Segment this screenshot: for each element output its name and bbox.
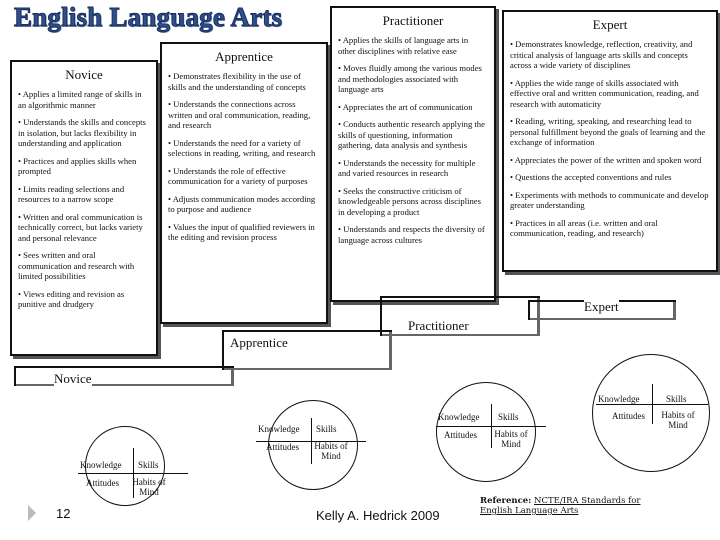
- apprentice-attitudes-label: Attitudes: [266, 442, 299, 452]
- apprentice-item: • Demonstrates flexibility in the use of skills and the understanding of concepts: [168, 71, 320, 92]
- stair-label-expert: Expert: [584, 299, 619, 314]
- novice-skills-label: Skills: [138, 460, 159, 470]
- slide-number: 12: [56, 506, 71, 521]
- novice-habits-label: Habits of Mind: [132, 477, 166, 497]
- apprentice-box: [160, 42, 328, 324]
- page-title: English Language Arts: [14, 2, 283, 32]
- expert-item: • Appreciates the power of the written and spoken word: [510, 155, 710, 166]
- reference-text: NCTE/IRA Standards for English Language Arts: [480, 496, 641, 516]
- practitioner-heading: Practitioner: [382, 13, 444, 28]
- expert-knowledge-label: Knowledge: [598, 394, 640, 404]
- expert-skills-label: Skills: [666, 394, 687, 404]
- novice-item: • Written and oral communication is technically correct, but lacks variety and personal relevance: [18, 212, 150, 244]
- novice-list: [18, 89, 150, 310]
- stair-step-novice: [14, 366, 234, 386]
- apprentice-item: • Understands the need for a variety of selections in reading, writing, and research: [168, 138, 320, 159]
- practitioner-item: • Appreciates the art of communication: [338, 102, 488, 113]
- novice-item: • Views editing and revision as punitive and drudgery: [18, 289, 150, 310]
- novice-attitudes-label: Attitudes: [86, 478, 119, 488]
- practitioner-attitudes-label: Attitudes: [444, 430, 477, 440]
- quadrant-practitioner: [436, 404, 546, 448]
- expert-item: • Reading, writing, speaking, and researching lead to personal fulfillment beyond the goals of learning and the exchange of information: [510, 116, 710, 148]
- novice-knowledge-label: Knowledge: [80, 460, 122, 470]
- apprentice-item: • Understands the role of effective communication for a variety of purposes: [168, 166, 320, 187]
- novice-item: • Applies a limited range of skills in an algorithmic manner: [18, 89, 150, 110]
- expert-item: • Demonstrates knowledge, reflection, creativity, and critical analysis of language arts skills and concepts across a wide variety of disciplines: [510, 39, 710, 71]
- apprentice-list: [168, 71, 320, 243]
- practitioner-item: • Moves fluidly among the various modes and methodologies associated with language arts: [338, 63, 488, 95]
- apprentice-item: • Values the input of qualified reviewers in the editing and revision process: [168, 222, 320, 243]
- slide-number-marker: [28, 505, 36, 521]
- apprentice-skills-label: Skills: [316, 424, 337, 434]
- expert-box: [502, 10, 718, 272]
- expert-item: • Practices in all areas (i.e. written and oral communication, reading, and research): [510, 218, 710, 239]
- practitioner-list: [338, 35, 488, 245]
- practitioner-item: • Understands and respects the diversity of language across cultures: [338, 224, 488, 245]
- stair-label-practitioner: Practitioner: [408, 318, 469, 333]
- author-credit: Kelly A. Hedrick 2009: [316, 508, 440, 523]
- apprentice-knowledge-label: Knowledge: [258, 424, 300, 434]
- stair-label-apprentice: Apprentice: [230, 335, 288, 350]
- expert-item: • Questions the accepted conventions and rules: [510, 172, 710, 183]
- stair-label-novice: Novice: [54, 371, 92, 386]
- expert-item: • Applies the wide range of skills associated with effective oral and written communication, reading, and research with automaticity: [510, 78, 710, 110]
- practitioner-item: • Understands the necessity for multiple and varied resources in research: [338, 158, 488, 179]
- practitioner-item: • Applies the skills of language arts in other disciplines with relative ease: [338, 35, 488, 56]
- expert-heading: Expert: [592, 17, 628, 32]
- novice-heading: Novice: [65, 67, 103, 82]
- novice-item: • Understands the skills and concepts in isolation, but lacks flexibility in understanding and application: [18, 117, 150, 149]
- apprentice-heading: Apprentice: [215, 49, 273, 64]
- novice-item: • Practices and applies skills when prompted: [18, 156, 150, 177]
- apprentice-item: • Adjusts communication modes according to purpose and audience: [168, 194, 320, 215]
- practitioner-habits-label: Habits of Mind: [494, 429, 528, 449]
- expert-attitudes-label: Attitudes: [612, 411, 645, 421]
- novice-item: • Sees written and oral communication and research with limited possibilities: [18, 250, 150, 282]
- expert-item: • Experiments with methods to communicate and develop greater understanding: [510, 190, 710, 211]
- apprentice-item: • Understands the connections across written and oral communication, reading, and research: [168, 99, 320, 131]
- practitioner-item: • Seeks the constructive criticism of knowledgeable persons across disciplines in developing a product: [338, 186, 488, 218]
- expert-habits-label: Habits of Mind: [661, 410, 695, 430]
- practitioner-skills-label: Skills: [498, 412, 519, 422]
- practitioner-item: • Conducts authentic research applying the skills of questioning, information gathering, data analysis and synthesis: [338, 119, 488, 151]
- reference-label: Reference:: [480, 496, 532, 506]
- expert-list: [510, 39, 710, 239]
- practitioner-knowledge-label: Knowledge: [438, 412, 480, 422]
- apprentice-habits-label: Habits of Mind: [314, 441, 348, 461]
- novice-item: • Limits reading selections and resources to a narrow scope: [18, 184, 150, 205]
- novice-box: [10, 60, 158, 356]
- practitioner-box: [330, 6, 496, 302]
- reference-note: [480, 496, 670, 516]
